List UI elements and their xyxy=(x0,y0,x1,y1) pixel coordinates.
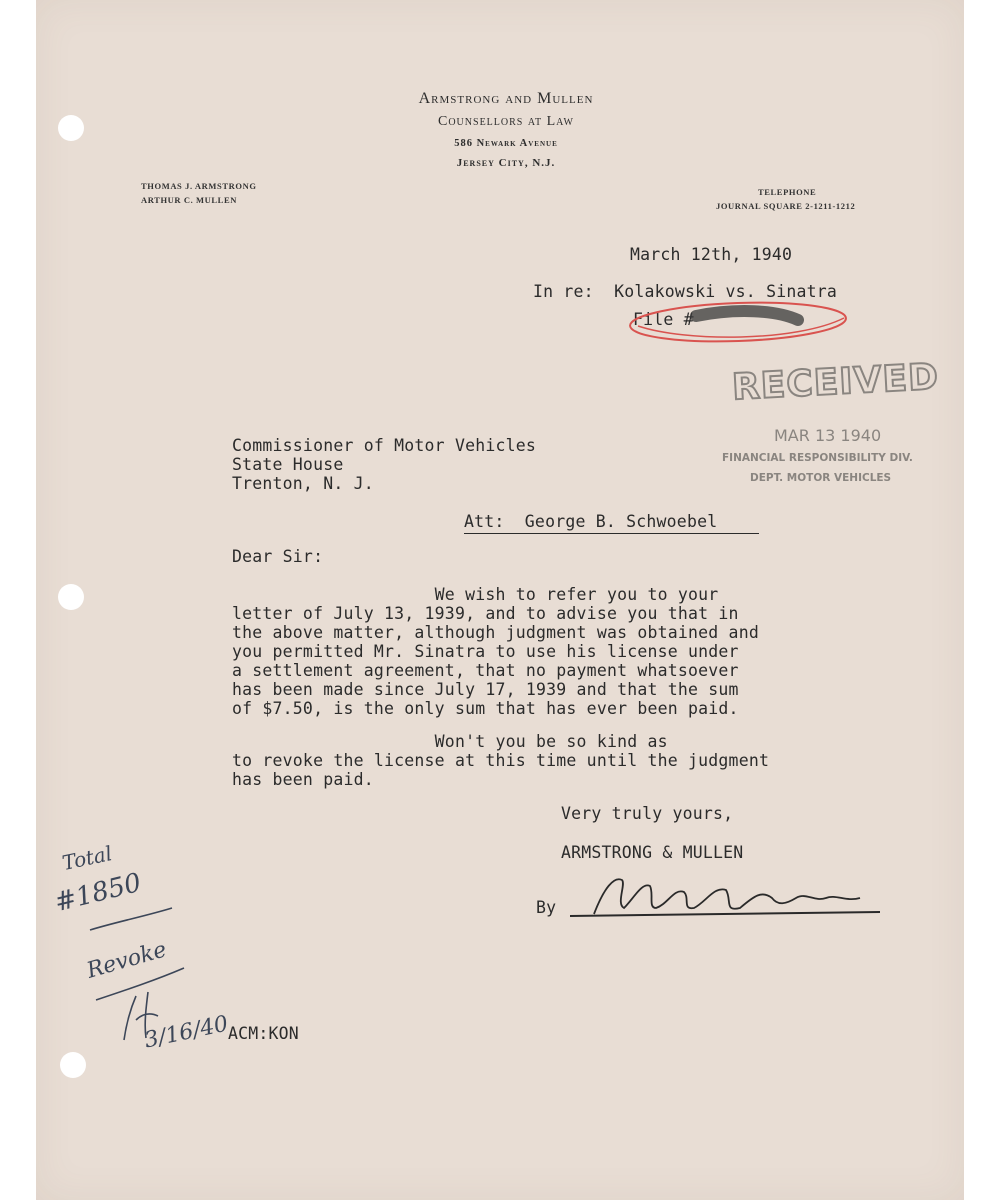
firm-name: Armstrong and Mullen xyxy=(418,90,594,107)
recipient-line-3: Trenton, N. J. xyxy=(232,474,374,493)
telephone-label: TELEPHONE xyxy=(758,187,817,197)
partner-1: THOMAS J. ARMSTRONG xyxy=(141,181,257,191)
body-line: Won't you be so kind as xyxy=(232,732,668,751)
note-revoke: Revoke xyxy=(84,937,170,984)
stamp-date: MAR 13 1940 xyxy=(774,426,882,445)
body-line: to revoke the license at this time until the judgment xyxy=(232,751,770,770)
firm-subtitle: Counsellors at Law xyxy=(438,114,574,129)
stamp-line1: FINANCIAL RESPONSIBILITY DIV. xyxy=(722,452,913,464)
body-line: a settlement agreement, that no payment whatsoever xyxy=(232,661,739,680)
recipient-line-2: State House xyxy=(232,455,344,474)
handwritten-initials-mark xyxy=(76,880,196,1050)
punch-hole-middle xyxy=(58,584,84,610)
body-line: the above matter, although judgment was obtained and xyxy=(232,623,759,642)
firm-street: 586 Newark Avenue xyxy=(454,138,558,149)
stamp-title: RECEIVED xyxy=(731,356,940,409)
recipient-line-1: Commissioner of Motor Vehicles xyxy=(232,436,537,455)
closing: Very truly yours, xyxy=(561,804,734,823)
body-line: letter of July 13, 1939, and to advise you that in xyxy=(232,604,739,623)
note-total-amount: #1850 xyxy=(51,867,145,919)
note-date: 3/16/40 xyxy=(142,1011,231,1054)
body-line: you permitted Mr. Sinatra to use his license under xyxy=(232,642,739,661)
body-line: of $7.50, is the only sum that has ever been paid. xyxy=(232,699,739,718)
punch-hole-bottom xyxy=(60,1052,86,1078)
letter-date: March 12th, 1940 xyxy=(630,245,793,264)
body-line: We wish to refer you to your xyxy=(232,585,719,604)
body-line: has been made since July 17, 1939 and that the sum xyxy=(232,680,739,699)
telephone-number: JOURNAL SQUARE 2-1211-1212 xyxy=(716,201,856,211)
stamp-line2: DEPT. MOTOR VEHICLES xyxy=(750,472,892,484)
re-line: In re: Kolakowski vs. Sinatra xyxy=(533,282,838,301)
file-line: File # xyxy=(633,310,694,329)
redaction-scribble xyxy=(626,296,856,348)
attention-line: Att: George B. Schwoebel xyxy=(464,512,759,534)
note-total-label: Total xyxy=(60,841,115,875)
punch-hole-top xyxy=(58,115,84,141)
firm-city: Jersey City, N.J. xyxy=(456,157,556,169)
letter-paper xyxy=(36,0,964,1200)
body-line: has been paid. xyxy=(232,770,374,789)
handwritten-signature xyxy=(564,868,884,928)
partner-2: ARTHUR C. MULLEN xyxy=(141,195,237,205)
typist-initials: ACM:KON xyxy=(228,1024,299,1043)
salutation: Dear Sir: xyxy=(232,547,324,566)
by-label: By xyxy=(536,898,557,917)
firm-signature: ARMSTRONG & MULLEN xyxy=(561,843,744,862)
received-stamp xyxy=(722,356,940,492)
